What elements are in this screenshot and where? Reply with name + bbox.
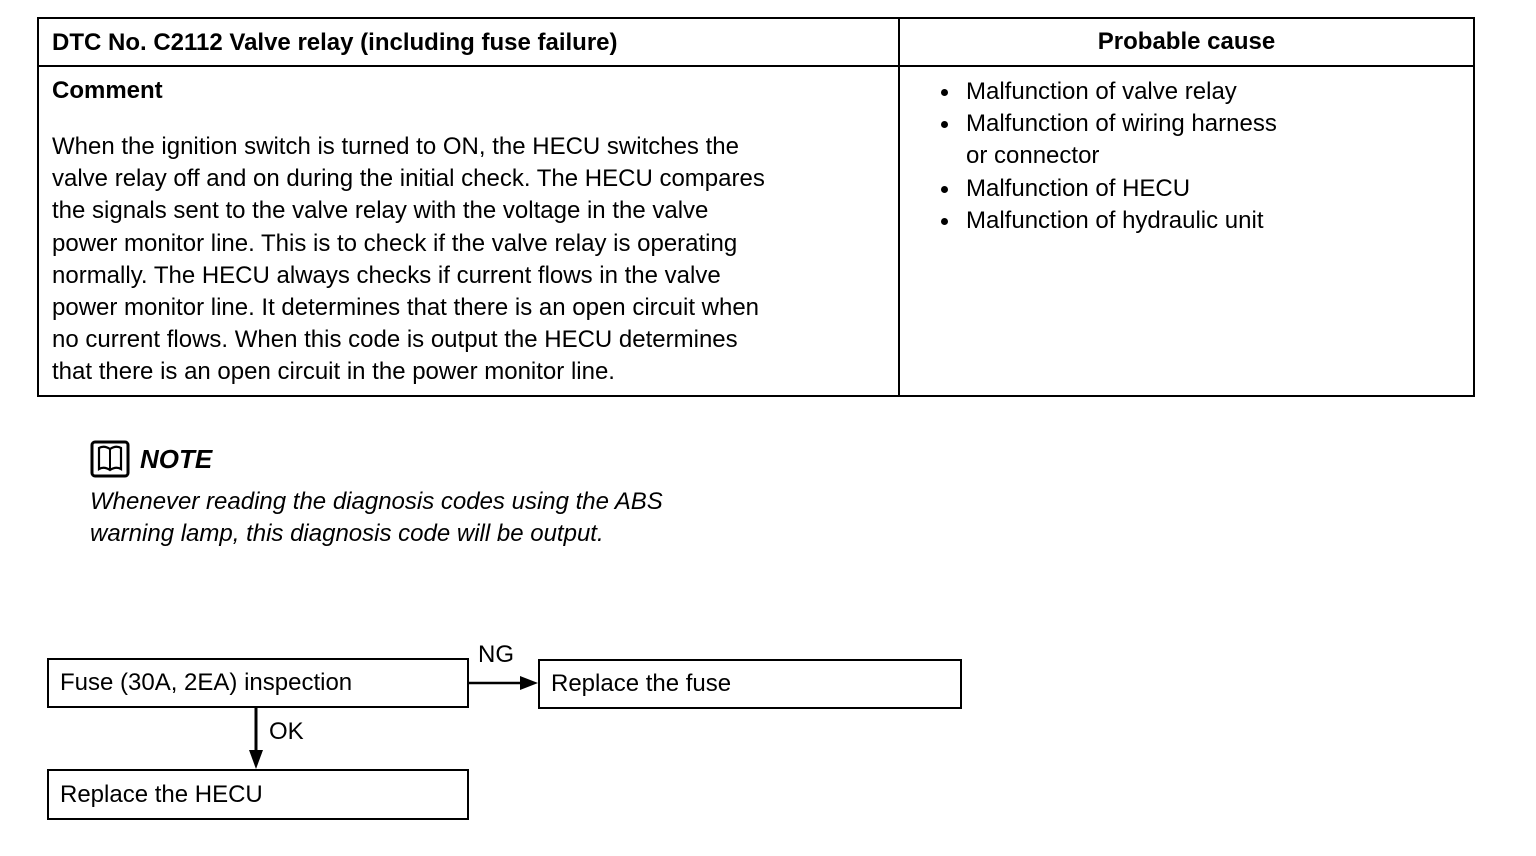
note-title: NOTE (140, 443, 213, 474)
comment-text: When the ignition switch is turned to ON, the HECU switches the valve relay off and on during the initial check. The HECU compares the signals sent to the valve relay with the voltage in the valve power monitor line. This is to check if the valve relay is operating normally. The HECU always checks if current flows in the valve power monitor line. It determines that there is an open circuit when no current flows. When this code is output the HECU determines that there is an open circuit in the power monitor line. (52, 133, 765, 386)
ok-label: OK (269, 718, 304, 745)
ok-arrowhead (249, 750, 263, 769)
dtc-title: DTC No. C2112 Valve relay (including fuse failure) (39, 19, 900, 67)
cause-item: Malfunction of valve relay (938, 76, 1473, 108)
cause-item: Malfunction of wiring harness or connector (938, 108, 1473, 172)
cause-item: Malfunction of hydraulic unit (938, 205, 1473, 237)
note-text: Whenever reading the diagnosis codes using the ABS warning lamp, this diagnosis code will be output. (90, 488, 663, 547)
fuse-inspection-box: Fuse (30A, 2EA) inspection (47, 658, 469, 708)
comment-title: Comment (52, 77, 163, 104)
cause-item: Malfunction of HECU (938, 173, 1473, 205)
ng-arrowhead (520, 676, 538, 690)
probable-cause-header: Probable cause (900, 19, 1473, 67)
ng-label: NG (478, 641, 514, 668)
replace-hecu-box: Replace the HECU (47, 769, 469, 820)
replace-fuse-box: Replace the fuse (538, 659, 962, 709)
